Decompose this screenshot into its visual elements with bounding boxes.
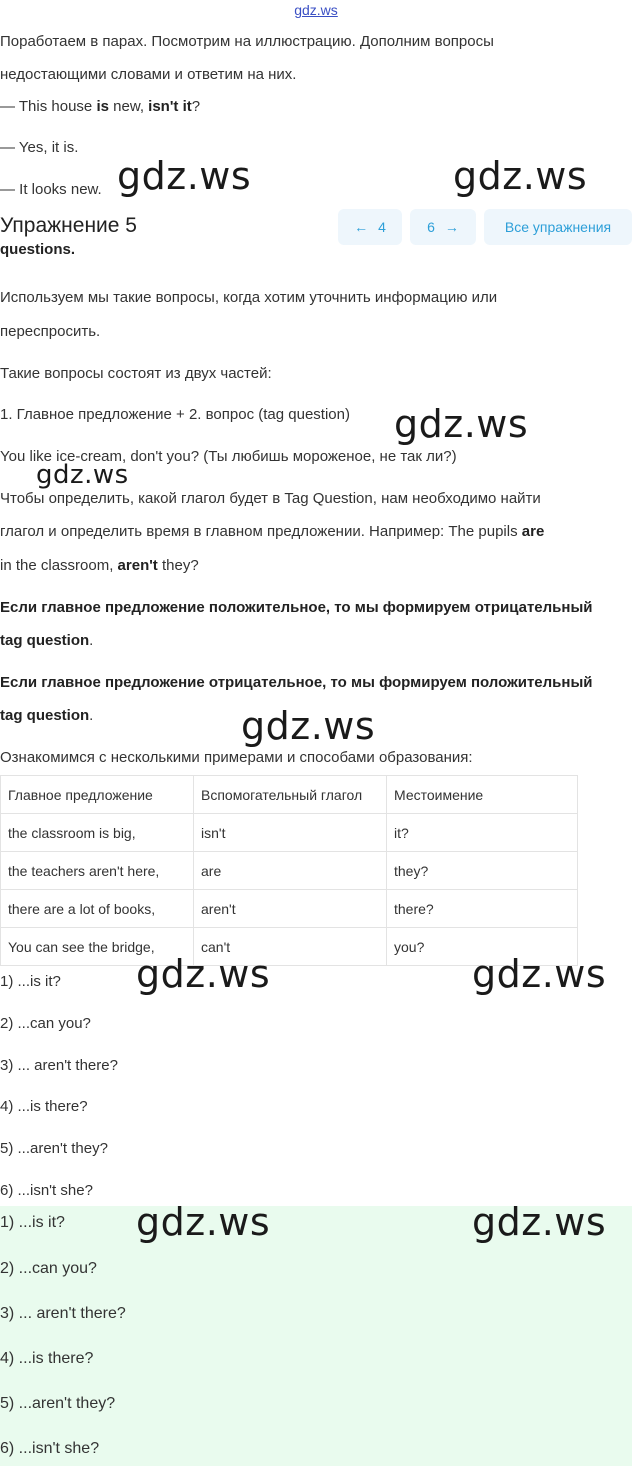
table-row	[1, 890, 578, 928]
answer-item: 5) ...aren't they?	[0, 1395, 116, 1412]
rule-text: Если главное предложение положительное, то мы формируем отрицательный	[0, 599, 593, 616]
arrow-left-icon: ←	[354, 219, 369, 235]
example-question: — This house is new, isn't it?	[0, 98, 201, 115]
table-cell: you?	[387, 928, 578, 966]
arrow-right-icon: →	[444, 219, 459, 235]
clipped-text: questions.	[0, 241, 76, 258]
answers-box	[0, 1206, 632, 1466]
table-cell: the classroom is big,	[1, 814, 194, 852]
table-cell: the teachers aren't here,	[1, 852, 194, 890]
rule-text: tag question.	[0, 632, 94, 649]
watermark: gdz.ws	[136, 952, 271, 996]
examples-table	[0, 775, 578, 966]
theory-text: Используем мы такие вопросы, когда хотим уточнить информацию или	[0, 289, 498, 306]
table-header-cell: Главное предложение	[1, 776, 194, 814]
table-cell: there?	[387, 890, 578, 928]
table-cell: You can see the bridge,	[1, 928, 194, 966]
list-item: 2) ...can you?	[0, 1015, 91, 1032]
example-answer: — Yes, it is.	[0, 139, 79, 156]
watermark: gdz.ws	[472, 952, 607, 996]
next-exercise-label: 6	[427, 219, 435, 235]
theory-text: in the classroom, aren't they?	[0, 557, 199, 574]
watermark: gdz.ws	[394, 402, 529, 446]
exercise-title: Упражнение 5	[0, 214, 137, 237]
theory-text: Чтобы определить, какой глагол будет в Tag Question, нам необходимо найти	[0, 490, 541, 507]
example-answer: — It looks new.	[0, 181, 102, 198]
watermark: gdz.ws	[453, 154, 588, 198]
table-cell: it?	[387, 814, 578, 852]
table-cell: isn't	[194, 814, 387, 852]
answer-item: 3) ... aren't there?	[0, 1305, 126, 1322]
table-cell: aren't	[194, 890, 387, 928]
watermark: gdz.ws	[241, 704, 376, 748]
answer-item: 1) ...is it?	[0, 1214, 65, 1231]
watermark: gdz.ws	[472, 1200, 607, 1244]
answer-item: 4) ...is there?	[0, 1350, 94, 1367]
list-item: 1) ...is it?	[0, 973, 61, 990]
answer-item: 2) ...can you?	[0, 1260, 97, 1277]
theory-example: You like ice-cream, don't you? (Ты любишь мороженое, не так ли?)	[0, 448, 457, 465]
table-row	[1, 814, 578, 852]
next-exercise-button[interactable]	[410, 209, 476, 245]
all-exercises-button[interactable]: Все упражнения	[484, 209, 632, 245]
theory-text: глагол и определить время в главном предложении. Например: The pupils are	[0, 523, 545, 540]
theory-text: переспросить.	[0, 323, 101, 340]
table-row	[1, 852, 578, 890]
site-link[interactable]: gdz.ws	[294, 2, 338, 18]
rule-text: tag question.	[0, 707, 94, 724]
watermark: gdz.ws	[36, 460, 129, 490]
rule-text: Если главное предложение отрицательное, то мы формируем положительный	[0, 674, 593, 691]
intro-text-line: Поработаем в парах. Посмотрим на иллюстрацию. Дополним вопросы	[0, 33, 494, 50]
table-cell: there are a lot of books,	[1, 890, 194, 928]
table-cell: can't	[194, 928, 387, 966]
list-item: 6) ...isn't she?	[0, 1182, 93, 1199]
table-cell: are	[194, 852, 387, 890]
list-item: 5) ...aren't they?	[0, 1140, 108, 1157]
theory-text: Ознакомимся с несколькими примерами и способами образования:	[0, 749, 473, 766]
theory-text: Такие вопросы состоят из двух частей:	[0, 365, 272, 382]
theory-text: 1. Главное предложение + 2. вопрос (tag question)	[0, 406, 350, 423]
list-item: 4) ...is there?	[0, 1098, 88, 1115]
table-cell: they?	[387, 852, 578, 890]
watermark: gdz.ws	[136, 1200, 271, 1244]
table-header-cell: Местоимение	[387, 776, 578, 814]
prev-exercise-label: 4	[378, 219, 386, 235]
table-header-cell: Вспомогательный глагол	[194, 776, 387, 814]
list-item: 3) ... aren't there?	[0, 1057, 118, 1074]
prev-exercise-button[interactable]	[338, 209, 402, 245]
answer-item: 6) ...isn't she?	[0, 1440, 100, 1457]
table-header-row	[1, 776, 578, 814]
intro-text-line: недостающими словами и ответим на них.	[0, 66, 297, 83]
watermark: gdz.ws	[117, 154, 252, 198]
